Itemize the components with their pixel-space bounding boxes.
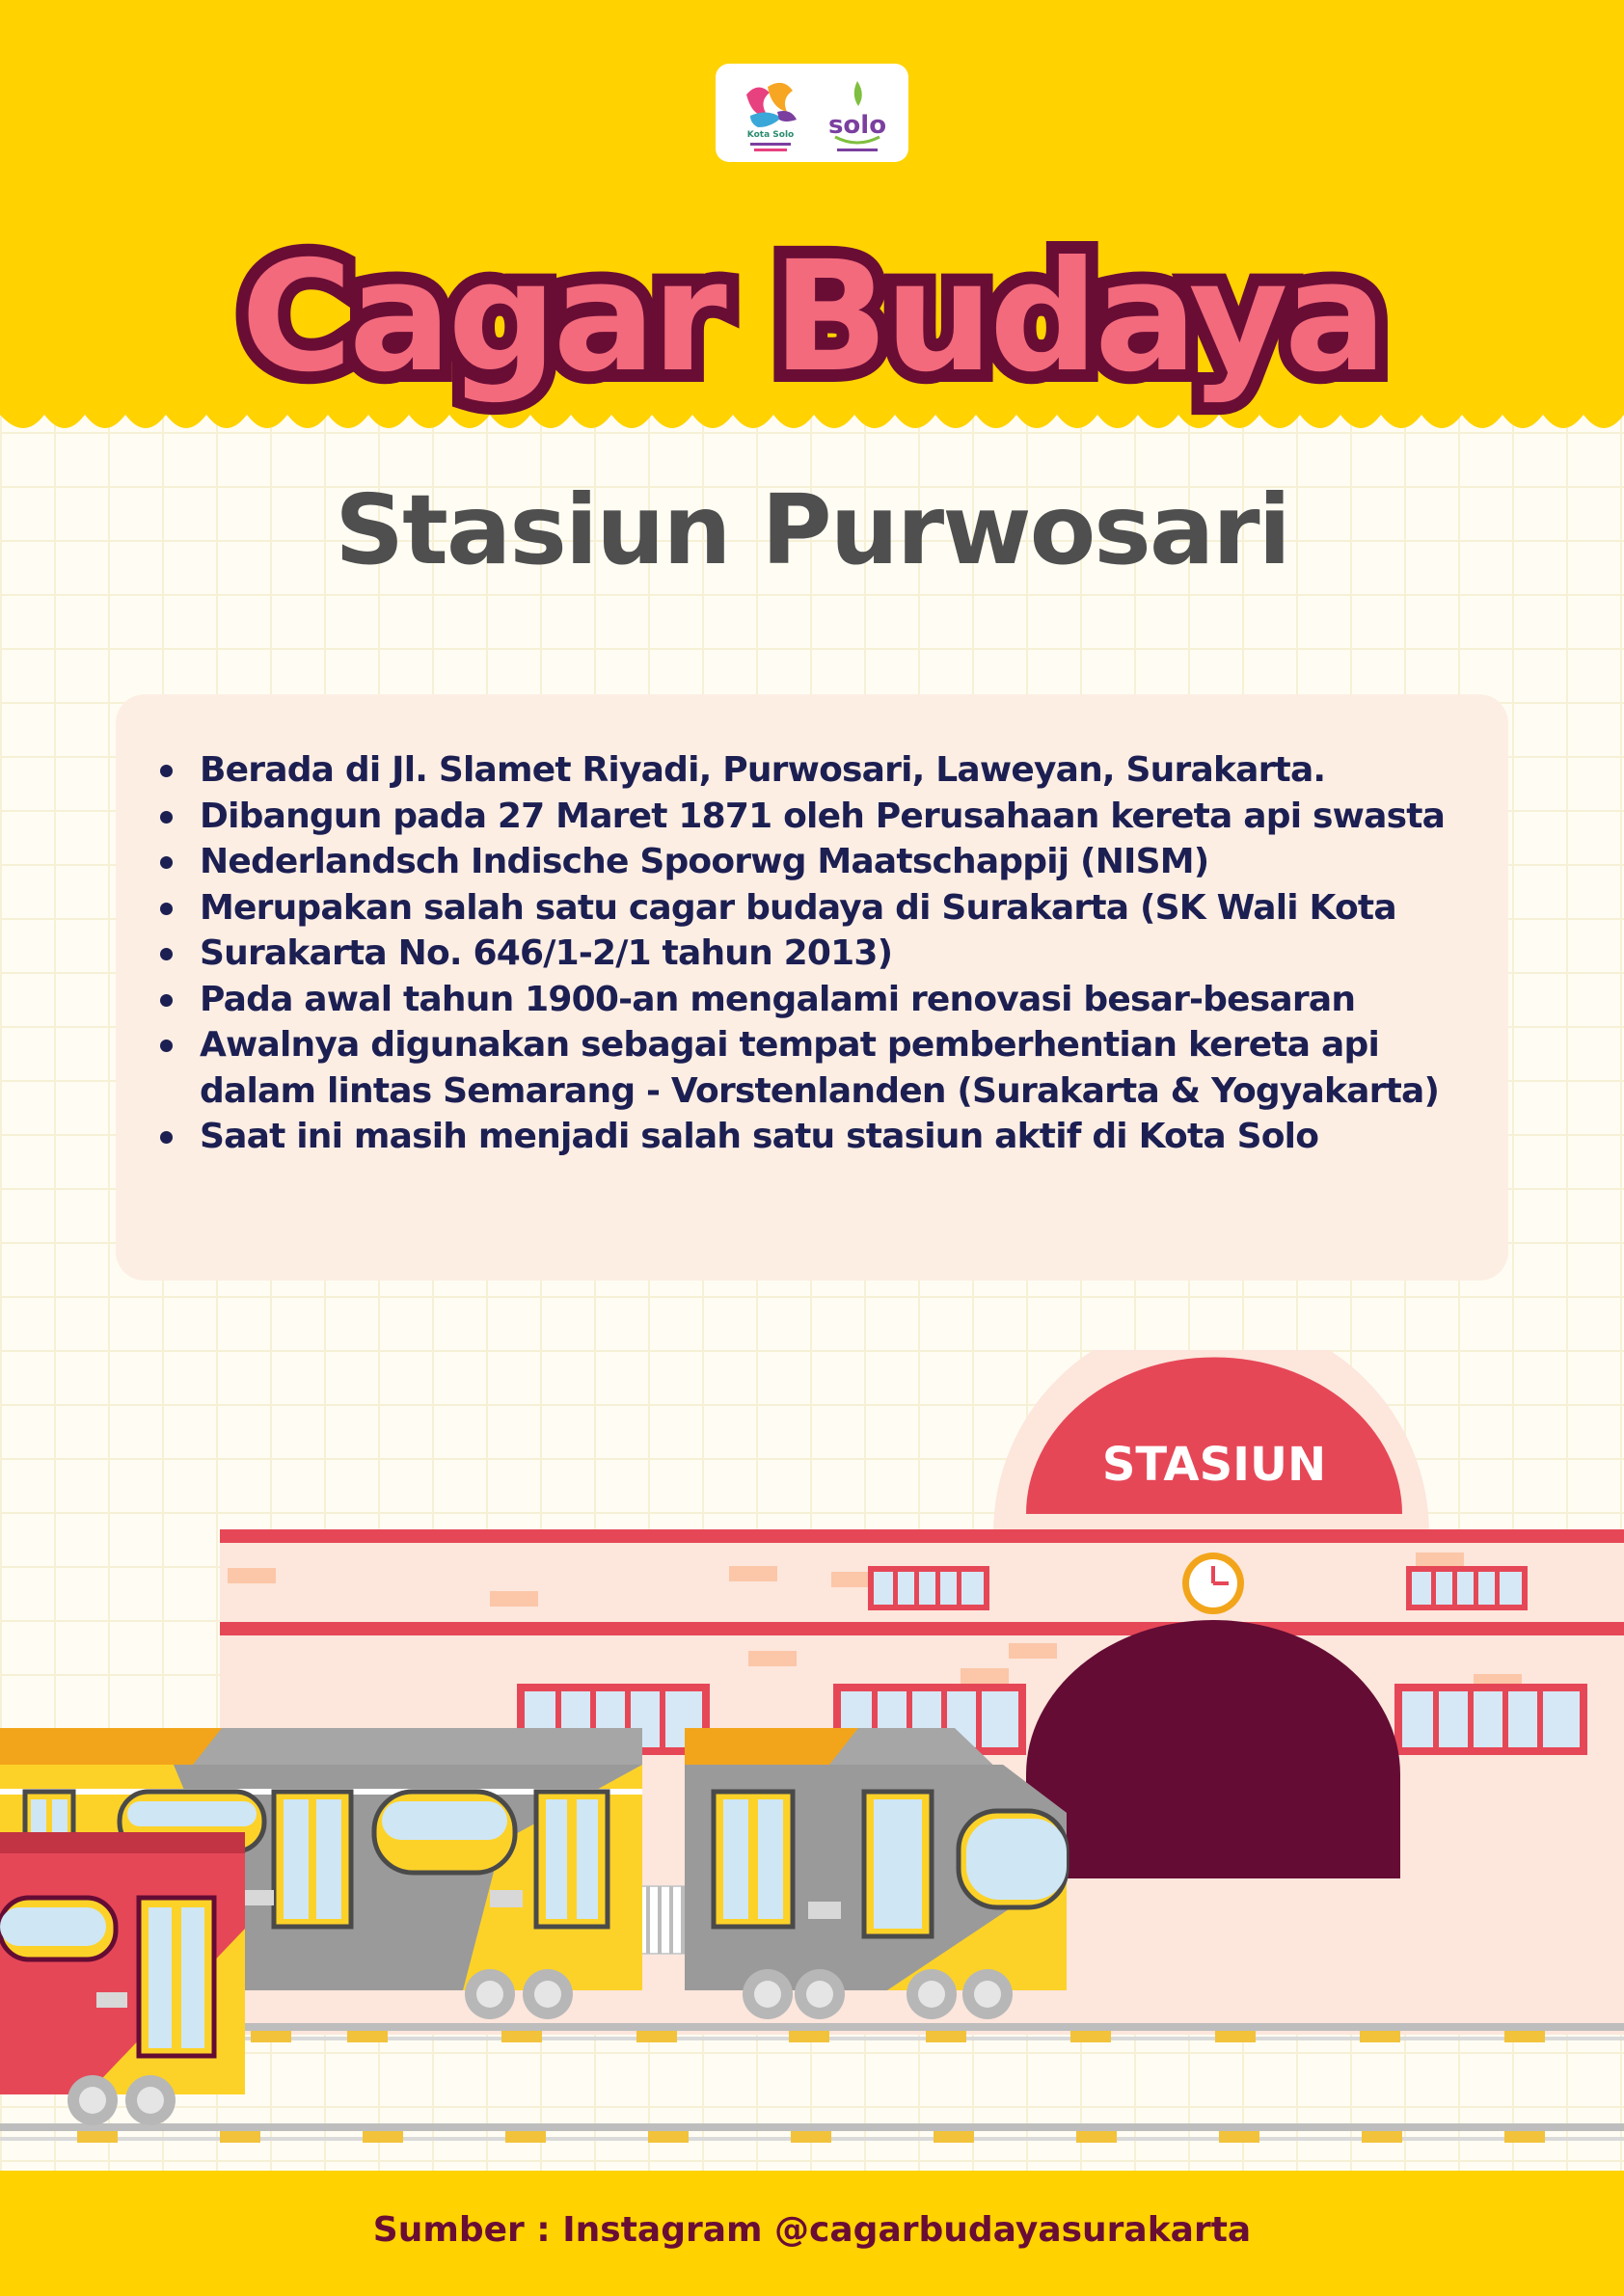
clock-icon xyxy=(1182,1553,1244,1614)
kota-solo-logo-text: Kota Solo xyxy=(746,130,795,140)
upper-window xyxy=(1406,1566,1528,1610)
title-wrapper xyxy=(0,229,1624,406)
facts-list xyxy=(154,747,1470,1160)
lower-window xyxy=(1394,1684,1587,1755)
fact-item: Dibangun pada 27 Maret 1871 oleh Perusahaan kereta api swasta xyxy=(154,794,1470,840)
train-illustration xyxy=(0,1728,1067,2125)
station-dome xyxy=(993,1350,1429,1533)
solo-spirit-of-java-logo-icon xyxy=(816,73,899,156)
kota-solo-logo-icon xyxy=(729,73,812,156)
train-car-red xyxy=(0,1832,245,2125)
info-card xyxy=(116,694,1508,1281)
train-car-front xyxy=(685,1728,1067,2019)
page-title: Cagar Budaya xyxy=(240,229,1384,406)
fact-item: Pada awal tahun 1900-an mengalami renovasi besar-besaran xyxy=(154,977,1470,1023)
source-credit: Sumber : Instagram @cagarbudayasurakarta xyxy=(372,2210,1252,2250)
upper-window xyxy=(868,1566,989,1610)
solo-logo-text: solo xyxy=(827,111,887,140)
station-sign: STASIUN xyxy=(1101,1438,1327,1492)
footer xyxy=(0,2171,1624,2296)
fact-item: Saat ini masih menjadi salah satu stasiun aktif di Kota Solo xyxy=(154,1114,1470,1160)
fact-item: Berada di Jl. Slamet Riyadi, Purwosari, Laweyan, Surakarta. xyxy=(154,747,1470,794)
page-subtitle: Stasiun Purwosari xyxy=(335,473,1289,586)
fact-item: Surakarta No. 646/1-2/1 tahun 2013) xyxy=(154,931,1470,977)
train-station-illustration xyxy=(0,1350,1624,2179)
fact-item: Awalnya digunakan sebagai tempat pemberhentian kereta api dalam lintas Semarang - Vorstenlanden (Surakarta & Yogyakarta) xyxy=(154,1022,1470,1114)
fact-item: Nederlandsch Indische Spoorwg Maatschappij (NISM) xyxy=(154,839,1470,885)
logo-badge xyxy=(716,64,908,162)
fact-item: Merupakan salah satu cagar budaya di Surakarta (SK Wali Kota xyxy=(154,885,1470,932)
